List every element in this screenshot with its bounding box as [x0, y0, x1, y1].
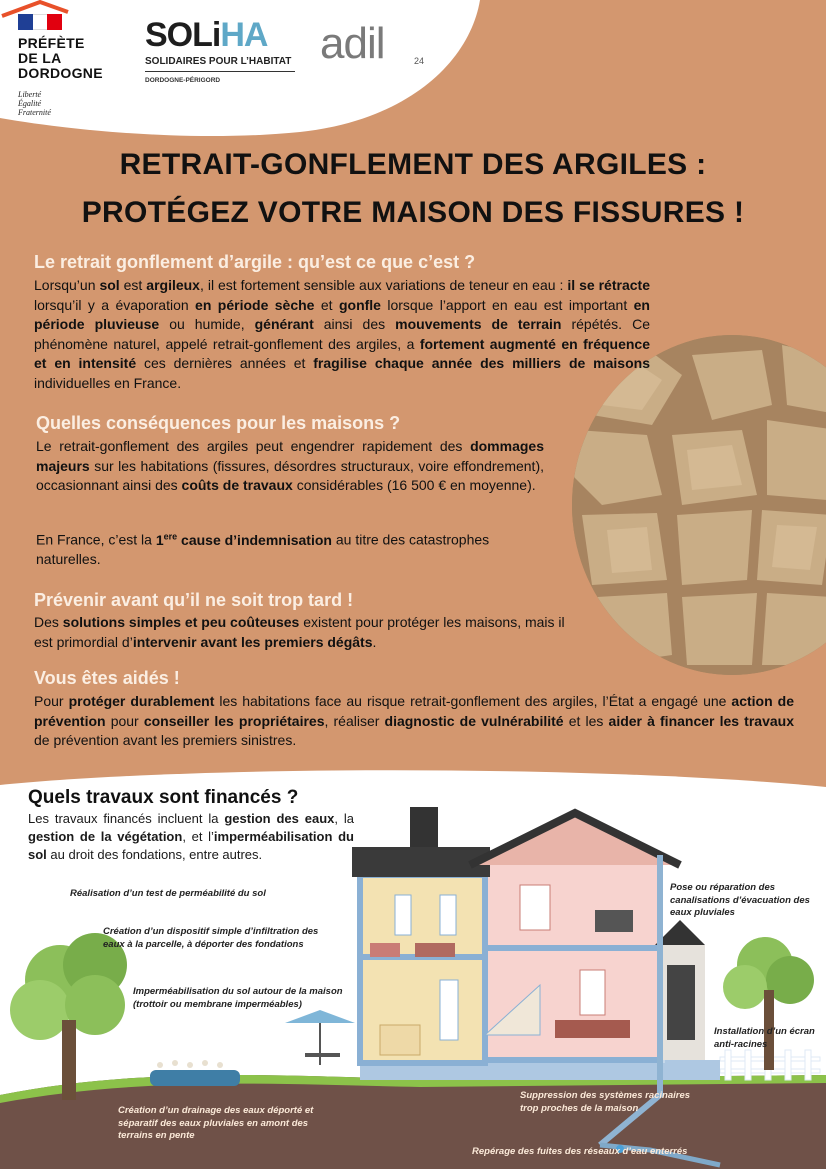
section-text-prevent: Des solutions simples et peu coûteuses existent pour protéger les maisons, mais il est primordial d’intervenir avant les premiers dégâts.: [34, 614, 565, 650]
section-text-aid: Pour protéger durablement les habitations face au risque retrait-gonflement des argiles, l’État a engagé une action de prévention pour conseiller les propriétaires, réaliser diagnostic de vulnérabilité et les aider à financer les travaux de prévention avant les premiers sinistres.: [34, 693, 794, 748]
label-roots: Suppression des systèmes racinaires trop proches de la maison: [520, 1090, 691, 1114]
works-heading: Quels travaux sont financés ?: [28, 787, 299, 808]
section-text-indemnisation: En France, c’est la 1ere cause d’indemnisation au titre des catastrophes naturelles.: [36, 531, 490, 568]
soliha-department: DORDOGNE-PÉRIGORD: [145, 77, 221, 84]
label-infiltration: Création d’un dispositif simple d’infiltration des eaux à la parcelle, à déporter des fondations: [103, 926, 319, 950]
works-intro: Les travaux financés incluent la gestion des eaux, la gestion de la végétation, et l’imperméabilisation du sol au droit des fondations, entre autres.: [28, 811, 355, 862]
adil-number: 24: [414, 56, 425, 66]
header-background: [0, 0, 826, 140]
section-text-consequences: Le retrait-gonflement des argiles peut engendrer rapidement des dommages majeurs sur les habitations (fissures, désordres structuraux, voire effondrement), occasionnant ainsi des coûts de travaux considérables (16 500 € en moyenne).: [36, 438, 544, 493]
header: [0, 0, 826, 140]
adil-roof-icon: [0, 0, 70, 18]
section-heading-aid: Vous êtes aidés !: [34, 668, 180, 688]
label-impermeable: Imperméabilisation du sol autour de la maison (trottoir ou membrane imperméables): [133, 986, 343, 1010]
adil-logo: adil: [320, 19, 385, 68]
section-heading-consequences: Quelles conséquences pour les maisons ?: [36, 413, 401, 433]
label-drainage: Création d’un drainage des eaux déporté et séparatif des eaux pluviales en amont des terrains en pente: [118, 1105, 314, 1141]
section-text-what: Lorsqu’un sol est argileux, il est fortement sensible aux variations de teneur en eau : il se rétracte lorsqu’il y a évaporation en période sèche et gonfle lorsque l’apport en eau est important en période pluvieuse ou humide, générant ainsi des mouvements de terrain répétés. Ce phénomène naturel, appelé retrait-gonflement des argiles, a fortement augmenté en fréquence et en intensité ces dernières années et fragilise chaque année des milliers de maisons individuelles en France.: [34, 277, 650, 391]
label-root-screen: Installation d’un écran anti-racines: [714, 1026, 815, 1050]
page-title-line2: PROTÉGEZ VOTRE MAISON DES FISSURES !: [81, 196, 745, 229]
label-gutters: Pose ou réparation des canalisations d’évacuation des eaux pluviales: [670, 882, 810, 918]
soliha-tagline: SOLIDAIRES POUR L’HABITAT: [145, 56, 292, 67]
section-heading-what: Le retrait gonflement d’argile : qu’est ce que c’est ?: [34, 252, 476, 272]
label-leaks: Repérage des fuites des réseaux d’eau enterrés: [472, 1146, 688, 1157]
label-permeability: Réalisation d’un test de perméabilité du sol: [70, 888, 266, 899]
section-heading-prevent: Prévenir avant qu’il ne soit trop tard !: [34, 590, 354, 610]
soliha-divider: [145, 71, 295, 72]
soliha-logo: SOLiHA: [145, 16, 268, 54]
republic-motto: Liberté Égalité Fraternité: [18, 90, 51, 117]
page-title-line1: RETRAIT-GONFLEMENT DES ARGILES :: [119, 148, 707, 181]
prefecture-name: PRÉFÈTE DE LA DORDOGNE: [18, 35, 103, 81]
